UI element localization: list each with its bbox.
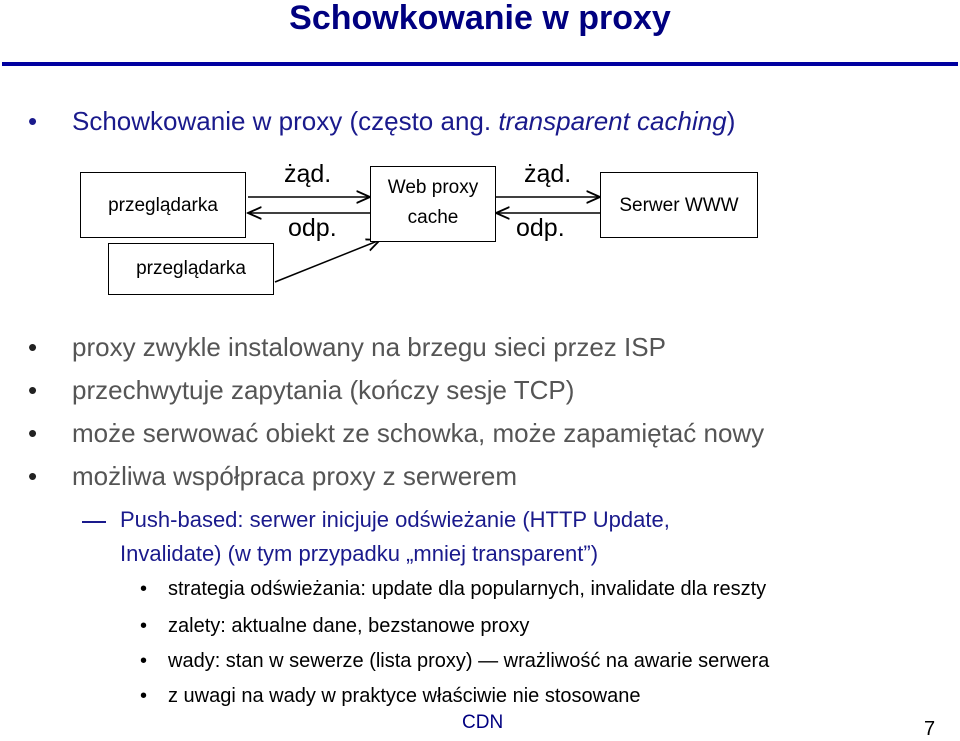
intro-italic: transparent caching — [498, 106, 727, 136]
bullet-dot: • — [28, 332, 38, 362]
slide-title: Schowkowanie w proxy — [289, 0, 671, 37]
bullet-dot: • — [28, 375, 38, 405]
browser-box-2: przeglądarka — [108, 243, 274, 295]
label-resp-right: odp. — [516, 214, 565, 242]
bullet-dot: • — [28, 461, 38, 491]
proxy-cache-box — [370, 166, 496, 242]
label-resp-left: odp. — [288, 214, 337, 242]
bullet-dot: • — [140, 615, 148, 637]
page-number: 7 — [924, 718, 936, 740]
browser-box-1: przeglądarka — [80, 172, 246, 238]
cache-line-2: cache — [407, 207, 459, 228]
bullet-dot: • — [28, 106, 38, 136]
server-box: Serwer WWW — [600, 172, 758, 238]
bullet-dot: • — [140, 650, 148, 672]
label-req-left: żąd. — [284, 160, 332, 188]
bullet-dot: • — [140, 685, 148, 707]
bullet-dot: • — [140, 578, 148, 600]
dash-line-1: Push-based: serwer inicjuje odświeżanie (HTTP Update, — [120, 507, 670, 532]
footer-cdn: CDN — [462, 712, 504, 733]
bullet-dot: • — [28, 418, 38, 448]
label-req-right: żąd. — [524, 160, 572, 188]
cache-line-1: Web proxy — [387, 177, 479, 198]
intro-text: Schowkowanie w proxy (często ang. transparent caching) — [72, 106, 736, 136]
dash-marker — [82, 521, 106, 523]
dash-line-2: Invalidate) (w tym przypadku „mniej transparent”) — [120, 541, 599, 566]
arrow-browser2 — [275, 240, 380, 282]
